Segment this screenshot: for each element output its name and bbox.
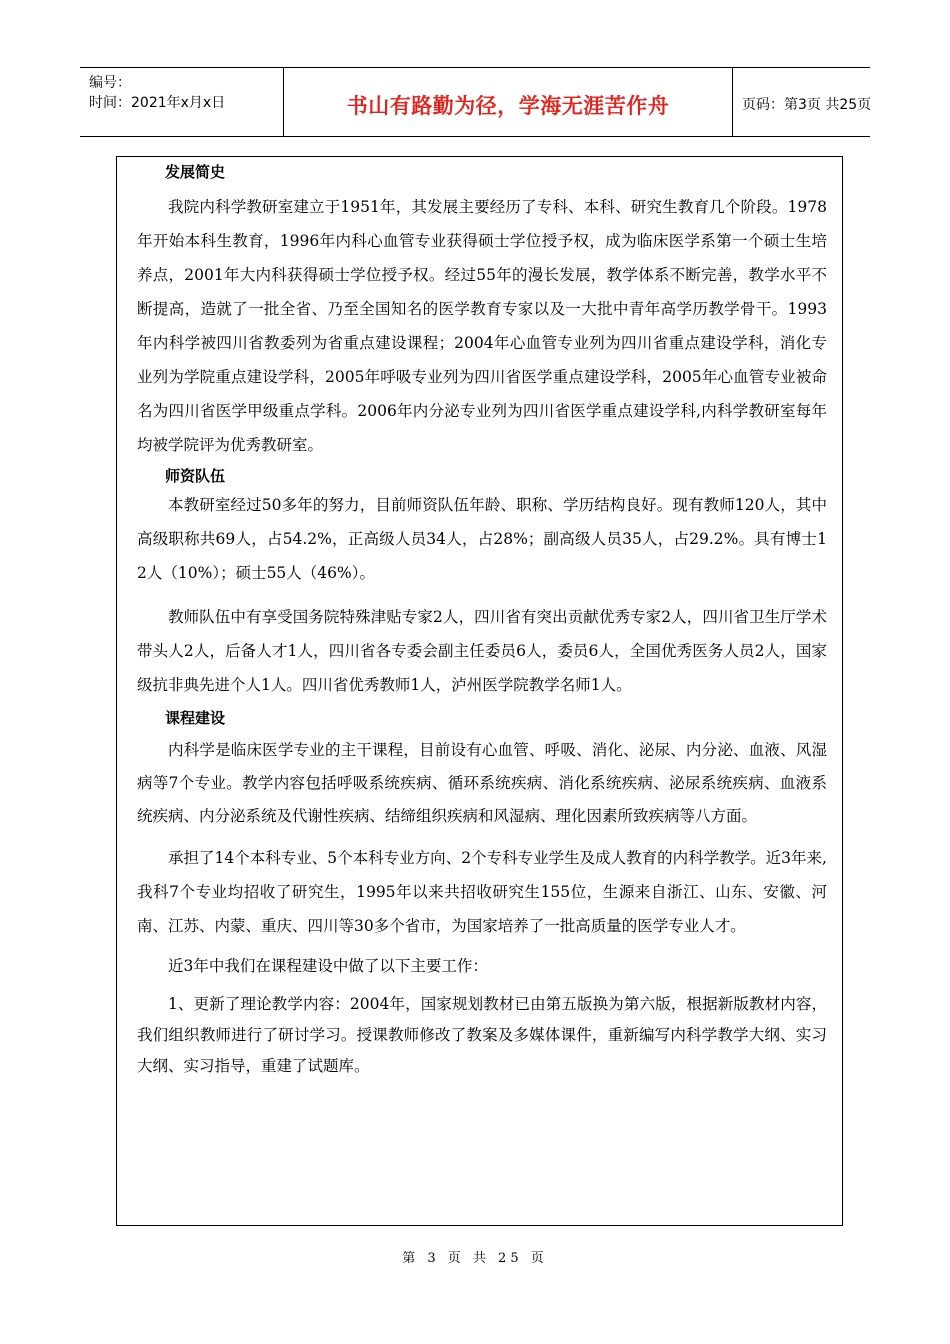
serial-label: 编号： <box>89 75 131 91</box>
page-header <box>80 67 870 137</box>
content-box <box>116 156 843 1226</box>
course-paragraph-2: 承担了14个本科专业、5个本科专业方向、2个专科专业学生及成人教育的内科学教学。近3年来,我科7个专业均招收了研究生，1995年以来共招收研究生155位，生源来自浙江、山东、安徽、河南、江苏、内蒙、重庆、四川等30多个省市，为国家培养了一批高质量的医学专业人才。 <box>137 849 827 935</box>
history-paragraph: 我院内科学教研室建立于1951年，其发展主要经历了专科、本科、研究生教育几个阶段。1978年开始本科生教育，1996年内科心血管专业获得硕士学位授予权，成为临床医学系第一个硕士生培养点，2001年大内科获得硕士学位授予权。经过55年的漫长发展，教学体系不断完善，教学水平不断提高，造就了一批全省、乃至全国知名的医学教育专家以及一大批中青年高学历教学骨干。1993年内科学被四川省教委列为省重点建设课程；2004年心血管专业列为四川省重点建设学科，消化专业列为学院重点建设学科，2005年呼吸专业列为四川省医学重点建设学科，2005年心血管专业被命名为四川省医学甲级重点学科。2006年内分泌专业列为四川省医学重点建设学科,内科学教研室每年均被学院评为优秀教研室。 <box>137 198 827 454</box>
faculty-paragraph-2: 教师队伍中有享受国务院特殊津贴专家2人，四川省有突出贡献优秀专家2人，四川省卫生厅学术带头人2人，后备人才1人，四川省各专委会副主任委员6人，委员6人，全国优秀医务人员2人，国家级抗非典先进个人1人。四川省优秀教师1人，泸州医学院教学名师1人。 <box>137 608 827 694</box>
course-paragraph-4: 1、更新了理论教学内容：2004年，国家规划教材已由第五版换为第六版，根据新版教材内容，我们组织教师进行了研讨学习。授课教师修改了教案及多媒体课件，重新编写内科学教学大纲、实习大纲、实习指导，重建了试题库。 <box>137 995 827 1075</box>
section-heading-course: 课程建设 <box>165 709 226 727</box>
header-motto-cell <box>283 68 733 136</box>
course-paragraph-3: 近3年中我们在课程建设中做了以下主要工作： <box>168 957 488 975</box>
section-heading-history: 发展简史 <box>165 163 226 181</box>
page-footer: 第 3 页 共 25 页 <box>402 1251 548 1266</box>
faculty-paragraph-1: 本教研室经过50多年的努力，目前师资队伍年龄、职称、学历结构良好。现有教师120人，其中高级职称共69人，占54.2%，正高级人员34人，占28%；副高级人员35人，占29.2%。具有博士12人（10%）；硕士55人（46%）。 <box>137 496 827 582</box>
header-meta-cell <box>80 68 283 136</box>
time-label: 时间：2021年x月x日 <box>89 95 226 111</box>
course-paragraph-1: 内科学是临床医学专业的主干课程，目前设有心血管、呼吸、消化、泌尿、内分泌、血液、风湿病等7个专业。教学内容包括呼吸系统疾病、循环系统疾病、消化系统疾病、泌尿系统疾病、血液系统疾病、内分泌系统及代谢性疾病、结缔组织疾病和风湿病、理化因素所致疾病等八方面。 <box>137 741 827 825</box>
section-heading-faculty: 师资队伍 <box>165 467 226 485</box>
motto: 书山有路勤为径，学海无涯苦作舟 <box>346 94 670 118</box>
header-page-label: 页码：第3页 共25页 <box>742 97 872 113</box>
header-page-cell <box>732 68 870 136</box>
content-body <box>137 157 827 1082</box>
